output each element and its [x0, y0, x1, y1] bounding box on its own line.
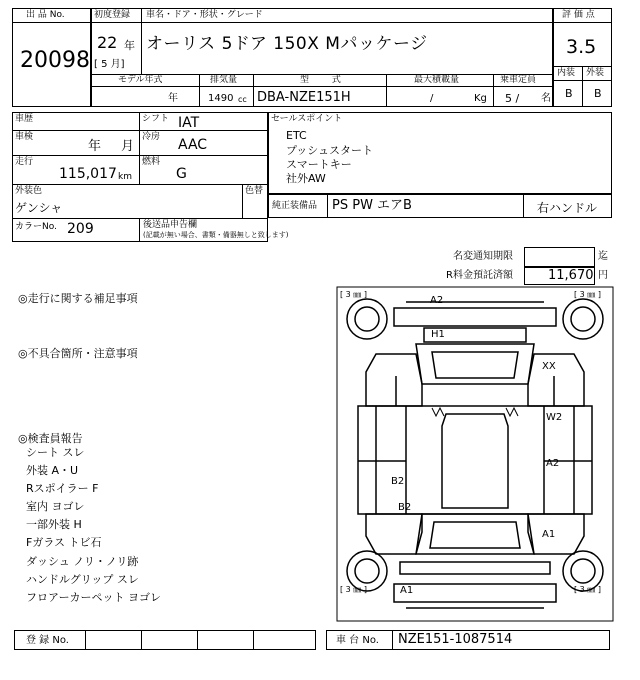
damage-mark-right-rear-fender: XX: [542, 361, 556, 372]
inspector-item: Fガラス トビ石: [26, 536, 102, 549]
max-load-label: 最大積載量: [414, 75, 460, 85]
interior-grade: B: [565, 87, 573, 100]
name-change-value-box: [524, 247, 595, 267]
name-change-unit: 迄: [598, 251, 608, 262]
lot-number: 20098: [20, 48, 90, 73]
damage-mark-right-rear-door: W2: [546, 412, 563, 423]
recycle-unit: 円: [598, 270, 608, 281]
capacity-label: 乗車定員: [500, 75, 537, 85]
tire-rear-left: [347, 299, 387, 339]
tire-label-rear-left: [ 3 ㎜ ]: [340, 290, 367, 299]
recycle-label: R料金預託済額: [446, 270, 513, 281]
sales-point-item: スマートキー: [286, 158, 352, 171]
mileage-unit: km: [118, 172, 132, 182]
sales-point-item: ETC: [286, 129, 307, 142]
mileage-label: 走行: [15, 157, 34, 167]
color-no-label: カラーNo.: [15, 222, 57, 232]
repaint-label: 色替: [245, 186, 264, 196]
car-name: オーリス 5ドア 150X Mパッケージ: [146, 34, 428, 54]
shift-value: IAT: [178, 115, 200, 131]
tire-label-front-right: [ 3 ㎜ ]: [574, 585, 601, 594]
inspector-item: シート スレ: [26, 446, 85, 459]
inspector-item: フロアーカーペット ヨゴレ: [26, 591, 161, 604]
sales-point-item: 社外AW: [286, 172, 326, 185]
inspector-item: 一部外装 H: [26, 518, 82, 531]
first-reg-label: 初度登録: [94, 10, 131, 20]
rating-label: 評 価 点: [562, 10, 595, 20]
first-reg-year: 22: [97, 33, 118, 52]
displacement-unit: cc: [238, 95, 247, 104]
inspection-label: 車検: [15, 132, 34, 142]
inspector-item: ハンドルグリップ スレ: [26, 573, 139, 586]
damage-mark-right-front-door: A2: [546, 458, 560, 469]
type-label: 型 式: [300, 75, 351, 85]
equipment-value: PS PW エアB: [332, 198, 412, 213]
inspection-year-unit: 年: [88, 139, 102, 154]
registration-no-label: 登 録 No.: [26, 635, 69, 646]
inspector-item: 室内 ヨゴレ: [26, 500, 85, 513]
rear-bumper-outline: [394, 308, 556, 326]
fuel-label: 燃料: [142, 157, 161, 167]
docs-note: (記載が無い場合、書類・備器無しと致します): [143, 231, 289, 239]
recycle-value: 11,670: [548, 268, 594, 283]
fuel-value: G: [176, 166, 187, 182]
defects-label: ◎不具合箇所・注意事項: [18, 347, 138, 360]
name-change-label: 名変通知期限: [453, 251, 513, 262]
max-load-unit: Kg: [474, 93, 487, 104]
chassis-no-label: 車 台 No.: [336, 635, 379, 646]
model-year-unit: 年: [168, 93, 178, 104]
rating-score: 3.5: [566, 36, 597, 58]
inspector-item: 外装 A・U: [26, 464, 79, 477]
inspector-item: Rスポイラー F: [26, 482, 99, 495]
sales-point-item: プッシュスタート: [286, 144, 374, 157]
ac-label: 冷房: [142, 132, 161, 142]
tire-rear-right: [563, 299, 603, 339]
sales-points-label: セールスポイント: [271, 114, 343, 124]
tire-label-front-left: [ 3 ㎜ ]: [340, 585, 367, 594]
interior-label: 内装: [557, 68, 576, 78]
first-reg-month: [ 5 月]: [94, 59, 125, 70]
history-label: 車歴: [15, 114, 34, 124]
color-value: ゲンシャ: [15, 201, 63, 215]
inspector-label: ◎検査員報告: [18, 432, 83, 445]
tire-label-rear-right: [ 3 ㎜ ]: [574, 290, 601, 299]
damage-mark-right-front-fender: A1: [542, 529, 556, 540]
year-unit: 年: [124, 39, 135, 52]
car-damage-diagram: [336, 286, 614, 622]
color-label: 外装色: [15, 186, 43, 196]
ac-value: AAC: [178, 137, 208, 153]
max-load: /: [430, 93, 434, 104]
mileage-value: 115,017: [59, 166, 117, 182]
chassis-no: NZE151-1087514: [398, 632, 513, 647]
inspection-month-unit: 月: [121, 139, 135, 154]
docs-label: 後送品申告欄: [143, 220, 198, 230]
damage-mark-rear-glass: H1: [431, 329, 445, 340]
exterior-grade: B: [594, 87, 602, 100]
driving-notes-label: ◎走行に関する補足事項: [18, 292, 138, 305]
front-bumper-outline: [400, 562, 550, 574]
equipment-label: 純正装備品: [272, 201, 318, 211]
displacement-label: 排気量: [210, 75, 238, 85]
capacity: 5 /: [505, 92, 520, 105]
lot-number-label: 出 品 No.: [26, 10, 65, 20]
car-name-label: 車名・ドア・形状・グレード: [146, 10, 263, 20]
capacity-unit: 名: [541, 93, 551, 104]
damage-mark-front-bumper: A1: [400, 585, 414, 596]
color-no-value: 209: [67, 221, 94, 237]
steering-value: 右ハンドル: [537, 201, 598, 215]
exterior-label: 外装: [586, 68, 605, 78]
model-year-label: モデル年式: [118, 75, 163, 85]
model-type: DBA-NZE151H: [257, 90, 351, 105]
damage-mark-rear-bumper: A2: [430, 295, 444, 306]
damage-mark-left-rear-door: B2: [391, 476, 405, 487]
damage-mark-left-front-door: B2: [398, 502, 412, 513]
shift-label: シフト: [142, 114, 170, 124]
inspector-item: ダッシュ ノリ・ノリ跡: [26, 555, 139, 568]
displacement: 1490: [208, 93, 234, 104]
